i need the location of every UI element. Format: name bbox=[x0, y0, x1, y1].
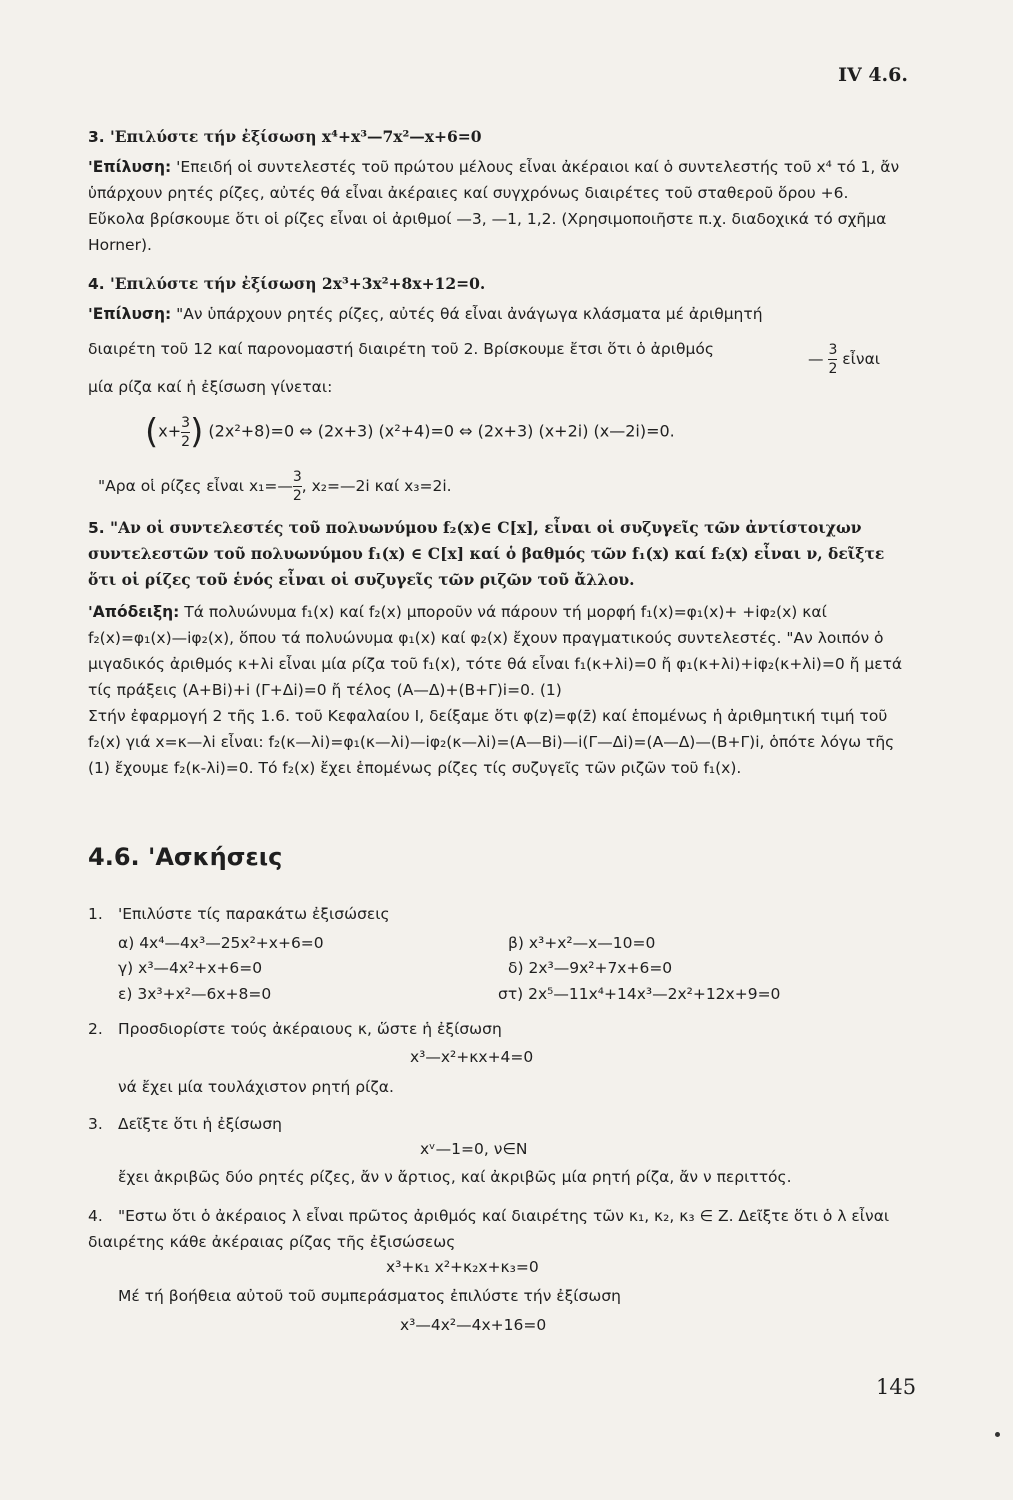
problem-4-solution-label: 'Επίλυση: bbox=[88, 305, 172, 323]
problem-3-number: 3. bbox=[88, 128, 105, 146]
problem-5-proof-continued: Στήν ἐφαρμογή 2 τῆς 1.6. τοῦ Κεφαλαίου I, δείξαμε ὅτι φ(z)=φ(z̄) καί ἑπομένως ἡ ἀριθμητική τιμή τοῦ f₂(x) γιά x=κ—λi εἶναι: f₂(κ—λi)=φ₁(κ—λi)—iφ₂(κ—λi)=(A—Bi)—i(Γ—Δi)=(A—Δ)—(B+Γ)i, ὁπότε λόγω τῆς (1) ἔχουμε f₂(κ-λi)=0. Τό f₂(x) ἔχει ἑπομένως ρίζες τίς συζυγεῖς τῶν ριζῶν τοῦ f₁(x). bbox=[88, 707, 895, 777]
exercise-1e: ε) 3x³+x²—6x+8=0 bbox=[118, 985, 272, 1003]
exercise-2-text: Προσδιορίστε τούς ἀκέραιους κ, ὥστε ἡ ἐξίσωση bbox=[118, 1020, 502, 1038]
exercise-3-number: 3. bbox=[88, 1115, 103, 1133]
exercise-2-text-2: νά ἔχει μία τουλάχιστον ρητή ρίζα. bbox=[118, 1078, 394, 1096]
page-number: 145 bbox=[876, 1375, 917, 1399]
problem-4 bbox=[88, 271, 908, 327]
problem-4-line-2-end: εἶναι bbox=[842, 350, 881, 368]
fraction-minus: — bbox=[808, 350, 824, 368]
problem-4-number: 4. bbox=[88, 275, 105, 293]
exercise-4-equation-2: x³—4x²—4x+16=0 bbox=[400, 1316, 547, 1334]
exercise-2-number: 2. bbox=[88, 1020, 103, 1038]
problem-5-proof-label: 'Απόδειξη: bbox=[88, 603, 180, 621]
problem-4-equation: (x+ $\frac{3}{2}$ ) (2x²+8)=0 ⇔ (2x+3) (x²+4)=0 ⇔ (2x+3) (x+2i) (x—2i)=0. bbox=[145, 412, 675, 452]
problem-5 bbox=[88, 515, 908, 781]
problem-3-solution: 'Επειδή οἱ συντελεστές τοῦ πρώτου μέλους εἶναι ἀκέραιοι καί ὁ συντελεστής τοῦ x⁴ τό 1, ἄν ὑπάρχουν ρητές ρίζες, αὐτές θά εἶναι ἀκέραιες καί συγχρόνως διαιρέτες τοῦ σταθεροῦ ὅρου +6. Εὔκολα βρίσκουμε ὅτι οἱ ρίζες εἶναι οἱ ἀριθμοί —3, —1, 1,2. (Χρησιμοποιῆστε π.χ. διαδοχικά τό σχῆμα Horner). bbox=[88, 158, 900, 254]
section-title: 4.6. 'Ασκήσεις bbox=[88, 843, 283, 871]
fraction-numerator: 3 bbox=[828, 342, 838, 358]
scan-speck bbox=[995, 1432, 1000, 1437]
exercise-1-text: 'Επιλύστε τίς παρακάτω ἐξισώσεις bbox=[118, 905, 390, 923]
exercise-4-equation: x³+κ₁ x²+κ₂x+κ₃=0 bbox=[386, 1258, 539, 1276]
roots-fraction-numerator: 3 bbox=[292, 469, 302, 485]
roots-suffix: , x₂=—2i καί x₃=2i. bbox=[301, 477, 452, 495]
problem-4-statement: 'Επιλύστε τήν ἐξίσωση 2x³+3x²+8x+12=0. bbox=[110, 274, 486, 293]
problem-5-number: 5. bbox=[88, 519, 105, 537]
exercise-3-text: Δεῖξτε ὅτι ἡ ἐξίσωση bbox=[118, 1115, 282, 1133]
exercise-4-text-2: Μέ τή βοήθεια αὐτοῦ τοῦ συμπεράσματος ἐπιλύστε τήν ἐξίσωση bbox=[118, 1287, 621, 1305]
exercise-3-equation: xᵛ—1=0, ν∈N bbox=[420, 1140, 528, 1158]
exercise-4 bbox=[88, 1203, 908, 1255]
exercise-1f: στ) 2x⁵—11x⁴+14x³—2x²+12x+9=0 bbox=[498, 985, 781, 1003]
running-header: IV 4.6. bbox=[838, 64, 908, 86]
problem-5-statement: "Αν οἱ συντελεστές τοῦ πολυωνύμου f₂(x)∈ C[x], εἶναι οἱ συζυγεῖς τῶν ἀντίστοιχων συντελεστῶν τοῦ πολυωνύμου f₁(x) ∈ C[x] καί ὁ βαθμός τῶν f₁(x) καί f₂(x) εἶναι ν, δεῖξτε ὅτι οἱ ρίζες τοῦ ἑνός εἶναι οἱ συζυγεῖς τῶν ριζῶν τοῦ ἄλλου. bbox=[88, 518, 885, 589]
fraction-denominator: 2 bbox=[828, 361, 838, 377]
equation-right: (2x²+8)=0 ⇔ (2x+3) (x²+4)=0 ⇔ (2x+3) (x+2i) (x—2i)=0. bbox=[208, 421, 675, 441]
exercise-4-text: "Εστω ὅτι ὁ ἀκέραιος λ εἶναι πρῶτος ἀριθμός καί διαιρέτης τῶν κ₁, κ₂, κ₃ ∈ Z. Δεῖξτε ὅτι ὁ λ εἶναι διαιρέτης κάθε ἀκέραιας ρίζας τῆς ἐξισώσεως bbox=[88, 1207, 890, 1251]
exercise-1-number: 1. bbox=[88, 905, 103, 923]
problem-3-solution-label: 'Επίλυση: bbox=[88, 158, 172, 176]
exercise-1b: β) x³+x²—x—10=0 bbox=[508, 934, 656, 952]
exercise-3-text-2: ἔχει ἀκριβῶς δύο ρητές ρίζες, ἄν ν ἄρτιος, καί ἀκριβῶς μία ρητή ρίζα, ἄν ν περιττός. bbox=[118, 1168, 792, 1186]
exercise-4-number: 4. bbox=[88, 1207, 103, 1225]
equation-fraction-numerator: 3 bbox=[181, 414, 191, 431]
equation-fraction-denominator: 2 bbox=[181, 433, 191, 450]
equation-left: x+ bbox=[158, 421, 182, 441]
exercise-1c: γ) x³—4x²+x+6=0 bbox=[118, 959, 263, 977]
roots-fraction-denominator: 2 bbox=[292, 488, 302, 504]
problem-4-solution-line-1: "Αν ὑπάρχουν ρητές ρίζες, αὐτές θά εἶναι ἀνάγωγα κλάσματα μέ ἀριθμητή bbox=[176, 305, 763, 323]
roots-prefix: "Αρα οἱ ρίζες εἶναι x₁=— bbox=[98, 477, 293, 495]
problem-4-solution-line-3: μία ρίζα καί ἡ ἐξίσωση γίνεται: bbox=[88, 378, 333, 396]
exercise-1d: δ) 2x³—9x²+7x+6=0 bbox=[508, 959, 673, 977]
problem-4-roots bbox=[98, 468, 452, 505]
problem-4-inline-fraction bbox=[808, 341, 880, 378]
problem-3-statement: 'Επιλύστε τήν ἐξίσωση x⁴+x³—7x²—x+6=0 bbox=[110, 127, 482, 146]
problem-3 bbox=[88, 124, 908, 258]
problem-4-solution-line-2: διαιρέτη τοῦ 12 καί παρονομαστή διαιρέτη τοῦ 2. Βρίσκουμε ἔτσι ὅτι ὁ ἀριθμός bbox=[88, 340, 714, 358]
exercise-1a: α) 4x⁴—4x³—25x²+x+6=0 bbox=[118, 934, 324, 952]
problem-5-proof: Τά πολυώνυμα f₁(x) καί f₂(x) μποροῦν νά πάρουν τή μορφή f₁(x)=φ₁(x)+ +iφ₂(x) καί f₂(x)=φ₁(x)—iφ₂(x), ὅπου τά πολυώνυμα φ₁(x) καί φ₂(x) ἔχουν πραγματικούς συντελεστές. "Αν λοιπόν ὁ μιγαδικός ἀριθμός κ+λi εἶναι μία ρίζα τοῦ f₁(x), τότε θά εἶναι f₁(κ+λi)=0 ἤ φ₁(κ+λi)+iφ₂(κ+λi)=0 ἤ μετά τίς πράξεις (A+Bi)+i (Γ+Δi)=0 ἤ τέλος (A—Δ)+(B+Γ)i=0. (1) bbox=[88, 603, 903, 699]
exercise-2-equation: x³—x²+κx+4=0 bbox=[410, 1048, 534, 1066]
